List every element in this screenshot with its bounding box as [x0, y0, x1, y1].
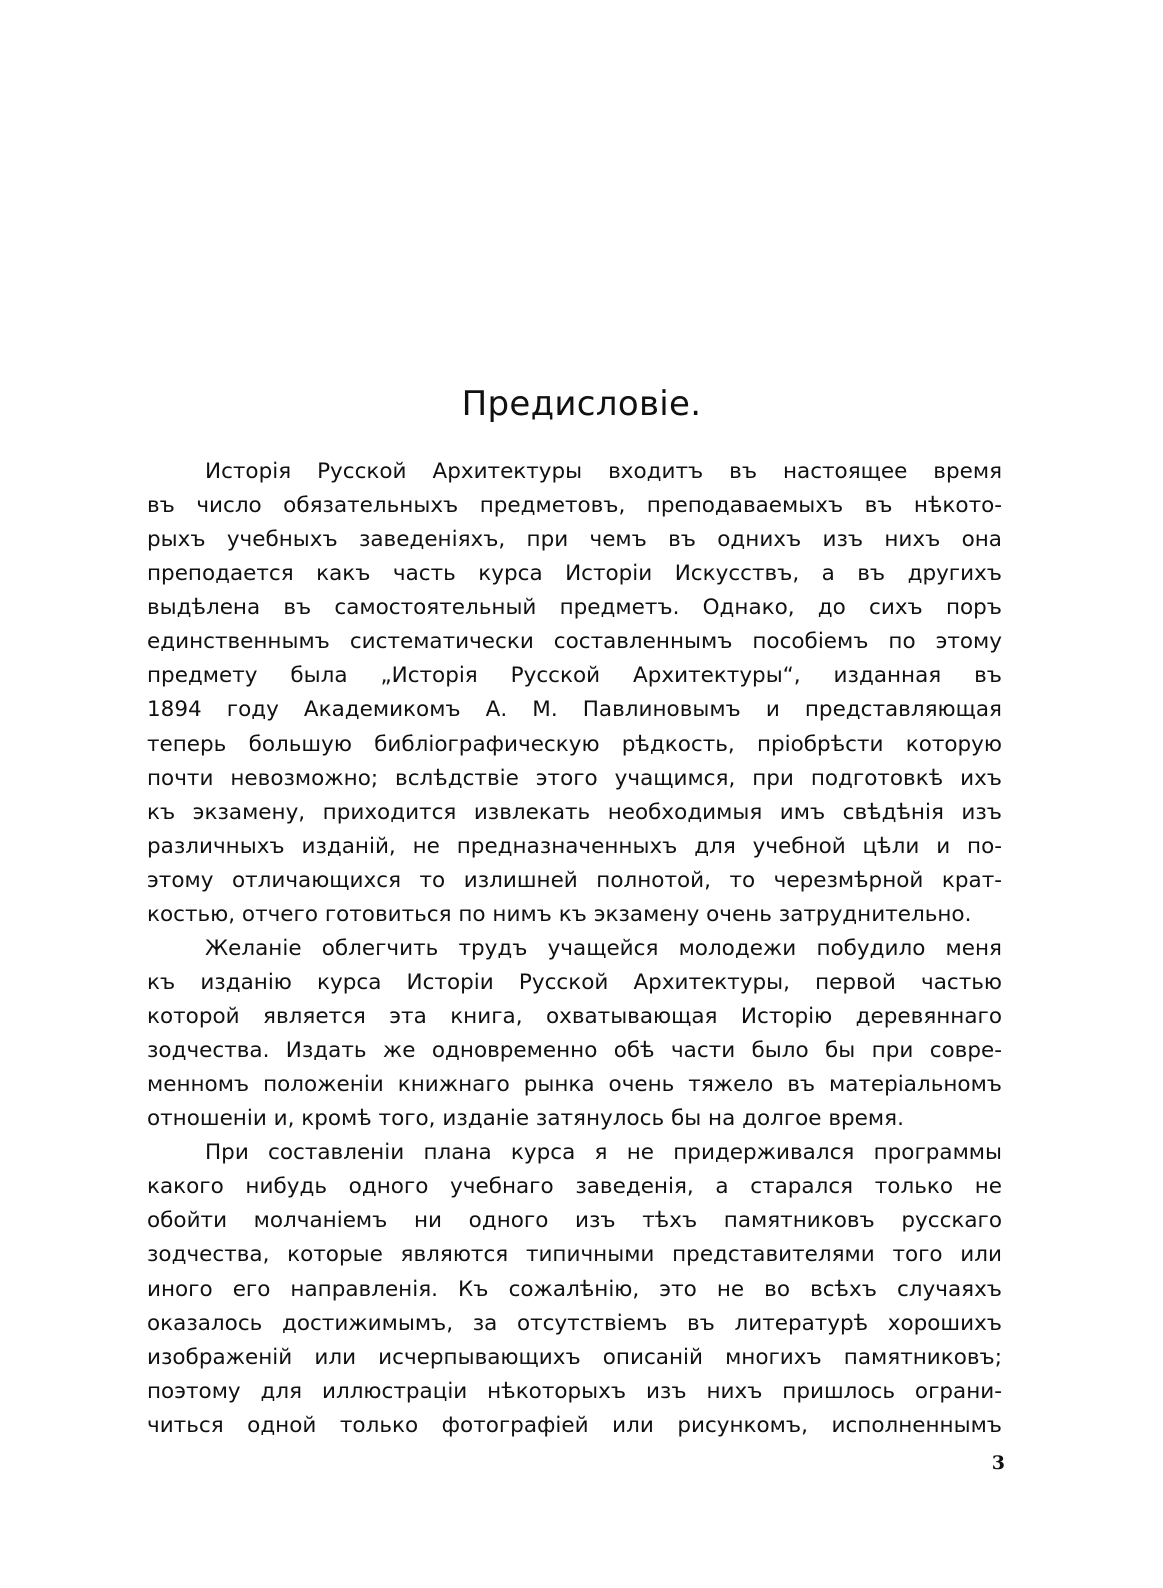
text-line: костью, отчего готовиться по нимъ къ экзамену очень затруднительно.	[147, 901, 972, 927]
text-line: къ изданію курса Исторіи Русской Архитектуры, первой частью	[147, 969, 1002, 995]
text-line: изображеній или исчерпывающихъ описаній многихъ памятниковъ;	[147, 1344, 1002, 1370]
text-line: преподается какъ часть курса Исторіи Искусствъ, а въ другихъ	[147, 561, 1002, 587]
text-line: иного его направленія. Къ сожалѣнію, это не во всѣхъ случаяхъ	[147, 1276, 1002, 1302]
text-line: какого нибудь одного учебнаго заведенія, а старался только не	[147, 1174, 1002, 1200]
text-line: къ экзамену, приходится извлекать необходимыя имъ свѣдѣнія изъ	[147, 799, 1002, 825]
preface-text	[147, 455, 1002, 1443]
text-line: Желаніе облегчить трудъ учащейся молодежи побудило меня	[205, 935, 1002, 961]
page-title: Предисловіе.	[461, 384, 702, 424]
text-line: теперь большую библіографическую рѣдкость, пріобрѣсти которую	[147, 731, 1002, 757]
text-line: рыхъ учебныхъ заведеніяхъ, при чемъ въ однихъ изъ нихъ она	[147, 527, 1002, 553]
text-line: 1894 году Академикомъ А. М. Павлиновымъ и представляющая	[147, 697, 1002, 723]
text-line: поэтому для иллюстраціи нѣкоторыхъ изъ нихъ пришлось ограни-	[147, 1378, 1002, 1404]
text-line: менномъ положеніи книжнаго рынка очень тяжело въ матеріальномъ	[147, 1072, 1002, 1098]
text-line: обойти молчаніемъ ни одного изъ тѣхъ памятниковъ русскаго	[147, 1208, 1002, 1234]
text-line: читься одной только фотографіей или рисункомъ, исполненнымъ	[147, 1412, 1002, 1438]
text-line: зодчества, которые являются типичными представителями того или	[147, 1242, 1002, 1268]
text-line: зодчества. Издать же одновременно обѣ части было бы при совре-	[147, 1038, 1002, 1064]
text-line: единственнымъ систематически составленнымъ пособіемъ по этому	[147, 629, 1002, 655]
text-line: въ число обязательныхъ предметовъ, преподаваемыхъ въ нѣкото-	[147, 493, 1002, 519]
text-line: различныхъ изданій, не предназначенныхъ для учебной цѣли и по-	[147, 833, 1002, 859]
text-line: этому отличающихся то излишней полнотой, то черезмѣрной крат-	[147, 867, 1002, 893]
text-line: предмету была „Исторія Русской Архитектуры“, изданная въ	[147, 663, 1002, 689]
page-number: 3	[991, 1452, 1005, 1474]
text-line: выдѣлена въ самостоятельный предметъ. Однако, до сихъ поръ	[147, 595, 1002, 621]
text-line: При составленіи плана курса я не придерживался программы	[205, 1140, 1002, 1166]
text-line: которой является эта книга, охватывающая Исторію деревяннаго	[147, 1004, 1002, 1029]
text-line: Исторія Русской Архитектуры входитъ въ настоящее время	[205, 459, 1002, 484]
text-line: оказалось достижимымъ, за отсутствіемъ въ литературѣ хорошихъ	[147, 1310, 1002, 1336]
text-line: почти невозможно; вслѣдствіе этого учащимся, при подготовкѣ ихъ	[147, 765, 1002, 791]
text-line: отношеніи и, кромѣ того, изданіе затянулось бы на долгое время.	[147, 1106, 904, 1132]
